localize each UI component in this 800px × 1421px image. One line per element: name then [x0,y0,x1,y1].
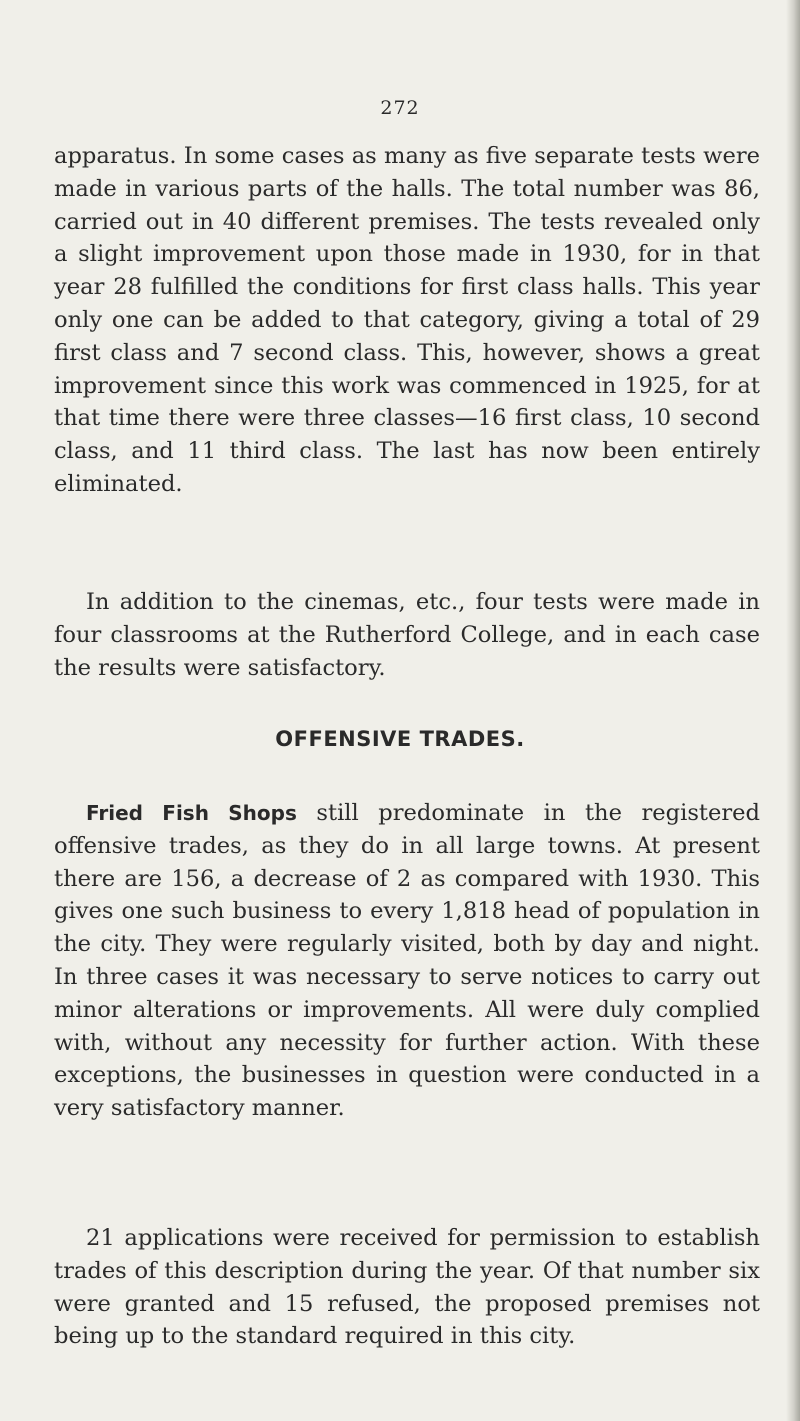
paragraph-classroom-tests: In addition to the cinemas, etc., four tests were made in four classrooms at the Rutherford College, and in each case the results were satisfactory. [54,589,760,681]
page-number: 272 [380,97,420,119]
page-edge-shadow [786,0,800,1421]
section-heading: OFFENSIVE TRADES. [275,727,525,751]
paragraph-hall-tests: apparatus. In some cases as many as five separate tests were made in various parts of the halls. The total number was 86, carried out in 40 different premises. The tests revealed only a slight improvement upon those made in 1930, for in that year 28 fulfilled the conditions for first class halls. This year only one can be added to that category, giving a total of 29 first class and 7 second class. This, however, shows a great improvement since this work was commenced in 1925, for at that time there were three classes—16 first class, 10 second class, and 11 third class. The last has now been entirely eliminated. [54,143,760,497]
paragraph-applications: 21 applications were received for permission to establish trades of this description during the year. Of that number six were granted and 15 refused, the proposed premises not being up to the standard required in this city. [54,1225,760,1350]
paragraph-fried-fish-shops [54,797,760,1125]
paragraph-lead-bold: Fried Fish Shops [86,801,297,825]
paragraph-body: still predominate in the registered offensive trades, as they do in all large towns. At present there are 156, a decrease of 2 as compared with 1930. This gives one such business to every 1,818 head of population in the city. They were regularly visited, both by day and night. In three cases it was necessary to serve notices to carry out minor alterations or improvements. All were duly complied with, without any necessity for further action. With these exceptions, the businesses in question were conducted in a very satisfactory manner. [54,800,761,1122]
